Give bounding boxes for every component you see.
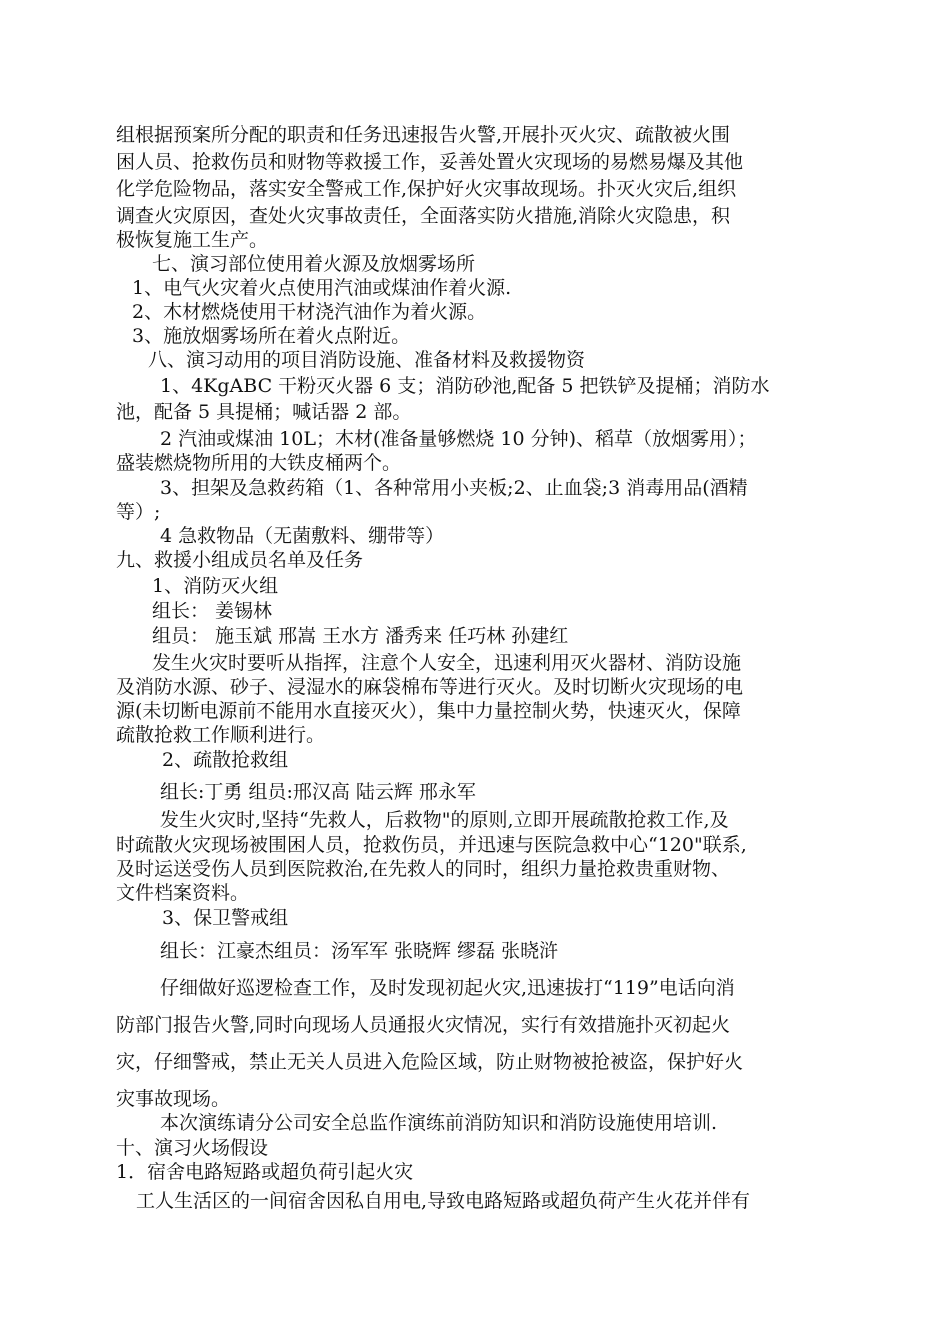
section-heading-7: 七、演习部位使用着火源及放烟雾场所	[152, 253, 476, 275]
text-line: 仔细做好巡逻检查工作，及时发现初起火灾,迅速拔打“119”电话向消	[160, 977, 735, 999]
text-line: 组长： 姜锡林	[152, 600, 273, 622]
text-line: 防部门报告火警,同时向现场人员通报火灾情况，实行有效措施扑灭初起火	[116, 1014, 731, 1036]
subsection-heading: 1．宿舍电路短路或超负荷引起火灾	[116, 1161, 414, 1183]
text-line: 2、木材燃烧使用干材浇汽油作为着火源。	[132, 301, 487, 323]
text-line: 1、4KgABC 干粉灭火器 6 支；消防砂池,配备 5 把铁铲及提桶；消防水	[160, 375, 770, 397]
text-line: 调查火灾原因，查处火灾事故责任，全面落实防火措施,消除火灾隐患，积	[116, 205, 731, 227]
text-line: 极恢复施工生产。	[116, 229, 269, 251]
text-line: 发生火灾时要听从指挥，注意个人安全，迅速利用灭火器材、消防设施	[152, 652, 742, 674]
text-line: 组根据预案所分配的职责和任务迅速报告火警,开展扑灭火灾、疏散被火围	[116, 124, 731, 146]
text-line: 盛装燃烧物所用的大铁皮桶两个。	[116, 452, 402, 474]
text-line: 组长:丁勇 组员:邢汉高 陆云辉 邢永军	[160, 781, 476, 803]
text-line: 3、担架及急救药箱（1、各种常用小夹板;2、止血袋;3 消毒用品(酒精	[160, 477, 748, 499]
text-line: 发生火灾时,坚持“先救人，后救物"的原则,立即开展疏散抢救工作,及	[160, 809, 729, 831]
text-line: 1、电气火灾着火点使用汽油或煤油作着火源.	[132, 277, 512, 299]
text-line: 组员： 施玉斌 邢嵩 王水方 潘秀来 任巧林 孙建红	[152, 625, 569, 647]
text-line: 池，配备 5 具提桶；喊话器 2 部。	[116, 401, 412, 423]
text-line: 及消防水源、砂子、浸湿水的麻袋棉布等进行灭火。及时切断火灾现场的电	[116, 676, 744, 698]
text-line: 及时运送受伤人员到医院救治,在先救人的同时，组织力量抢救贵重财物、	[116, 858, 731, 880]
section-heading-8: 八、演习动用的项目消防设施、准备材料及救援物资	[148, 349, 586, 371]
text-line: 本次演练请分公司安全总监作演练前消防知识和消防设施使用培训.	[160, 1112, 718, 1134]
subsection-heading: 2、疏散抢救组	[162, 749, 289, 771]
text-line: 2 汽油或煤油 10L；木材(准备量够燃烧 10 分钟)、稻草（放烟雾用）；	[160, 428, 757, 450]
text-line: 3、施放烟雾场所在着火点附近。	[132, 325, 411, 347]
text-line: 源(未切断电源前不能用水直接灭火），集中力量控制火势，快速灭火，保障	[116, 700, 741, 722]
text-line: 等）;	[116, 501, 161, 523]
text-line: 文件档案资料。	[116, 882, 250, 904]
subsection-heading: 1、消防灭火组	[152, 575, 279, 597]
text-line: 组长：江豪杰组员：汤军军 张晓辉 缪磊 张晓浒	[160, 940, 559, 962]
text-line: 灾事故现场。	[116, 1088, 231, 1110]
section-heading-10: 十、演习火场假设	[116, 1137, 269, 1159]
text-line: 4 急救物品（无菌敷料、绷带等）	[160, 525, 445, 547]
subsection-heading: 3、保卫警戒组	[162, 907, 289, 929]
text-line: 时疏散火灾现场被围困人员，抢救伤员，并迅速与医院急救中心“120"联系,	[116, 834, 747, 856]
text-line: 疏散抢救工作顺利进行。	[116, 724, 326, 746]
section-heading-9: 九、救援小组成员名单及任务	[116, 549, 364, 571]
text-line: 化学危险物品，落实安全警戒工作,保护好火灾事故现场。扑灭火灾后,组织	[116, 178, 737, 200]
text-line: 困人员、抢救伤员和财物等救援工作，妥善处置火灾现场的易燃易爆及其他	[116, 151, 744, 173]
text-line: 工人生活区的一间宿舍因私自用电,导致电路短路或超负荷产生火花并伴有	[136, 1190, 751, 1212]
text-line: 灾，仔细警戒，禁止无关人员进入危险区域，防止财物被抢被盗，保护好火	[116, 1051, 744, 1073]
